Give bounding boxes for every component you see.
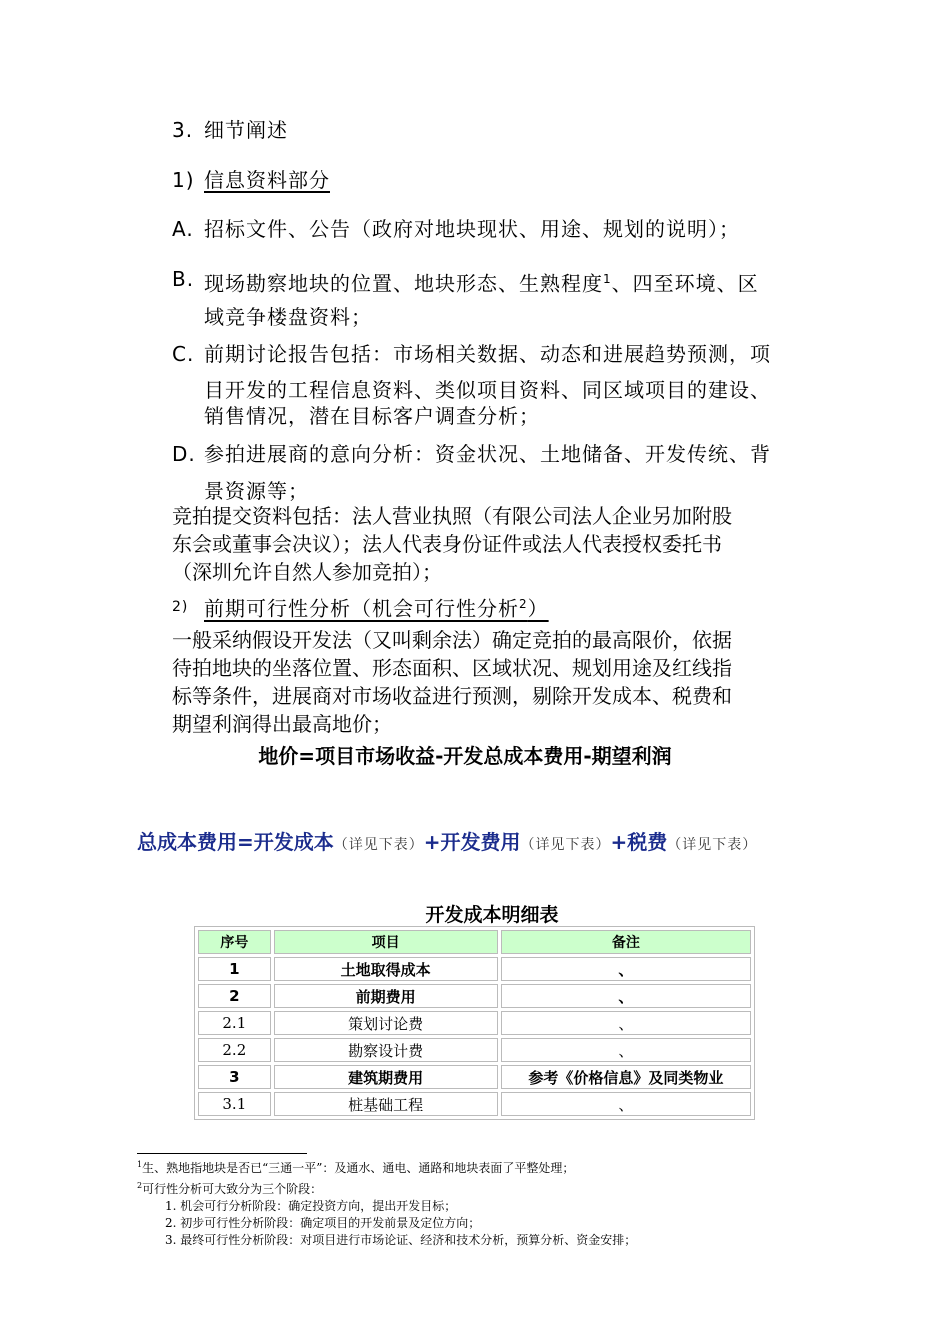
header-item: 项目 [274, 930, 498, 954]
row-no: 3 [198, 1065, 271, 1089]
item-c-line1: 前期讨论报告包括：市场相关数据、动态和进展趋势预测，项 [204, 342, 771, 366]
section-2-number: 2) [172, 599, 189, 615]
footnote-2-stage-2: 2. 初步可行性分析阶段：确定项目的开发前景及定位方向； [165, 1216, 481, 1230]
row-no: 2.1 [198, 1011, 271, 1035]
cost-table-wrapper [194, 926, 755, 1120]
row-no: 1 [198, 957, 271, 981]
section-2-close: ） [527, 596, 549, 621]
total-cost-part3: +税费 [610, 830, 668, 854]
section-1-heading [172, 167, 330, 193]
row-no: 2.2 [198, 1038, 271, 1062]
item-a-label: A. [172, 217, 194, 241]
footnote-2-stage-3: 3. 最终可行性分析阶段：对项目进行市场论证、经济和技术分析，预算分析、资金安排； [165, 1233, 637, 1247]
footnote-1-text: 生、熟地指地块是否已“三通一平”：及通水、通电、通路和地块表面了平整处理； [142, 1161, 575, 1175]
table-row [198, 1011, 751, 1035]
row-note: 参考《价格信息》及同类物业 [501, 1065, 751, 1089]
footnote-2 [137, 1179, 636, 1196]
section-2-heading [172, 591, 549, 621]
heading-3-text: 细节阐述 [204, 118, 288, 142]
header-no: 序号 [198, 930, 271, 954]
item-a-text: 招标文件、公告（政府对地块现状、用途、规划的说明）； [204, 217, 740, 241]
table-header-row [198, 930, 751, 954]
item-d-label: D. [172, 442, 196, 466]
heading-3-number: 3. [172, 118, 194, 142]
row-note: 、 [501, 1011, 751, 1035]
table-row [198, 1065, 751, 1089]
item-c-line3: 销售情况，潜在目标客户调查分析； [204, 404, 540, 428]
row-item: 勘察设计费 [274, 1038, 498, 1062]
section-1-title: 信息资料部分 [204, 168, 330, 192]
section-2-footnote-ref: 2 [519, 597, 528, 611]
item-b-line2: 域竞争楼盘资料； [204, 305, 372, 329]
footnote-1-mark: 1 [137, 1160, 143, 1169]
method-line3: 标等条件，进展商对市场收益进行预测，剔除开发成本、税费和 [172, 684, 732, 708]
footnote-1 [137, 1158, 636, 1175]
row-item: 桩基础工程 [274, 1092, 498, 1116]
footnote-2-text: 可行性分析可大致分为三个阶段： [142, 1182, 323, 1196]
row-item: 建筑期费用 [274, 1065, 498, 1089]
item-c-line2: 目开发的工程信息资料、类似项目资料、同区域项目的建设、 [204, 378, 771, 402]
total-cost-note1: （详见下表） [333, 837, 424, 853]
cost-table [194, 926, 755, 1120]
item-b-footnote-ref: 1 [603, 272, 612, 286]
footnote-2-stage-1: 1. 机会可行分析阶段：确定投资方向，提出开发目标； [165, 1199, 457, 1213]
table-row [198, 957, 751, 981]
row-item: 土地取得成本 [274, 957, 498, 981]
item-b-label: B. [172, 267, 195, 291]
total-cost-formula [137, 826, 757, 855]
table-row [198, 1038, 751, 1062]
table-row [198, 1092, 751, 1116]
total-cost-part2: +开发费用 [423, 830, 521, 854]
bidding-line3: （深圳允许自然人参加竞拍）； [172, 560, 442, 584]
total-cost-note2: （详见下表） [520, 837, 611, 853]
section-1-number: 1) [172, 168, 195, 192]
table-row [198, 984, 751, 1008]
method-paragraph [172, 626, 732, 738]
item-b [172, 266, 812, 296]
heading-3 [172, 117, 288, 143]
footnote-2-mark: 2 [137, 1181, 143, 1190]
footnotes [137, 1158, 636, 1247]
row-no: 3.1 [198, 1092, 271, 1116]
section-2-title: 前期可行性分析（机会可行性分析 [204, 596, 519, 621]
row-note: 、 [501, 957, 751, 981]
bidding-paragraph [172, 502, 732, 586]
header-note: 备注 [501, 930, 751, 954]
row-item: 前期费用 [274, 984, 498, 1008]
total-cost-part1: 总成本费用=开发成本 [137, 830, 334, 854]
row-note: 、 [501, 984, 751, 1008]
method-line2: 待拍地块的坐落位置、形态面积、区域状况、规划用途及红线指 [172, 656, 732, 680]
total-cost-note3: （详见下表） [667, 837, 758, 853]
table-title: 开发成本明细表 [425, 904, 559, 926]
item-a [172, 216, 740, 242]
bidding-line1: 竞拍提交资料包括：法人营业执照（有限公司法人企业另加附股 [172, 504, 732, 528]
row-note: 、 [501, 1038, 751, 1062]
method-line4: 期望利润得出最高地价； [172, 712, 392, 736]
row-note: 、 [501, 1092, 751, 1116]
bidding-line2: 东会或董事会决议）；法人代表身份证件或法人代表授权委托书 [172, 532, 722, 556]
item-b-line1b: 、四至环境、区 [611, 271, 759, 296]
item-c-label: C. [172, 342, 195, 366]
item-d-line2: 景资源等； [204, 479, 309, 503]
item-b-line1a: 现场勘察地块的位置、地块形态、生熟程度 [204, 271, 603, 296]
land-price-formula: 地价=项目市场收益-开发总成本费用-期望利润 [258, 744, 672, 768]
row-no: 2 [198, 984, 271, 1008]
item-d [172, 441, 771, 467]
footnote-separator [137, 1153, 307, 1154]
row-item: 策划讨论费 [274, 1011, 498, 1035]
item-c [172, 341, 771, 367]
item-d-line1: 参拍进展商的意向分析：资金状况、土地储备、开发传统、背 [204, 442, 771, 466]
method-line1: 一般采纳假设开发法（又叫剩余法）确定竞拍的最高限价，依据 [172, 628, 732, 652]
